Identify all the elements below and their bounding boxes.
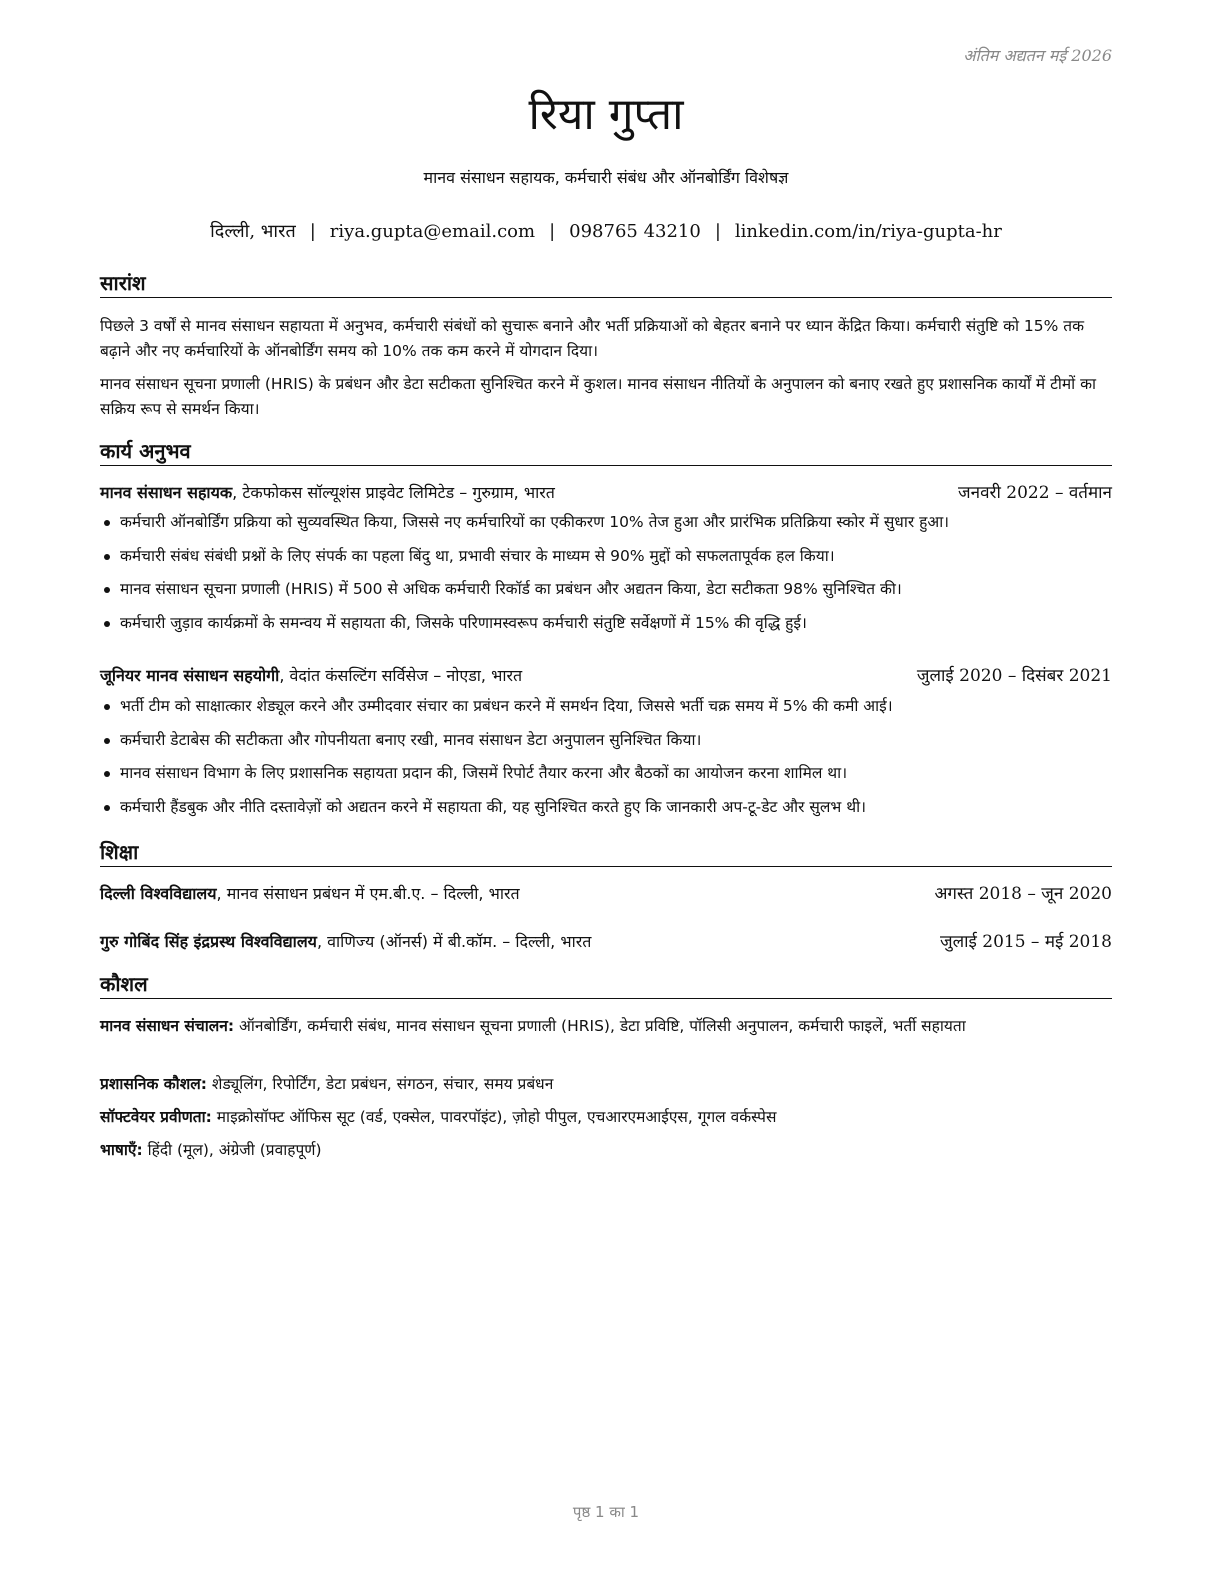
contact-email[interactable]: riya.gupta@email.com bbox=[329, 221, 536, 242]
page-number: पृष्ठ 1 का 1 bbox=[572, 1503, 640, 1521]
job-header bbox=[100, 482, 1112, 504]
section-title-summary: सारांश bbox=[100, 270, 1112, 298]
job-bullets bbox=[100, 695, 1112, 829]
job-title-line bbox=[100, 482, 555, 504]
candidate-name: रिया गुप्ता bbox=[528, 89, 684, 140]
education-detail: , मानव संसाधन प्रबंधन में एम.बी.ए. – दिल्ली, भारत bbox=[216, 884, 520, 903]
skill-label: सॉफ्टवेयर प्रवीणता: bbox=[100, 1108, 212, 1126]
list-item: मानव संसाधन सूचना प्रणाली (HRIS) में 500 से अधिक कर्मचारी रिकॉर्ड का प्रबंधन और अद्यतन किया, डेटा सटीकता 98% सुनिश्चित की। bbox=[100, 578, 1112, 612]
contact-linkedin[interactable]: linkedin.com/in/riya-gupta-hr bbox=[734, 221, 1002, 242]
contact-phone: 098765 43210 bbox=[569, 221, 701, 242]
summary-paragraph: पिछले 3 वर्षों से मानव संसाधन सहायता में अनुभव, कर्मचारी संबंधों को सुचारू बनाने और भर्ती प्रक्रियाओं को बेहतर बनाने पर ध्यान केंद्रित किया। कर्मचारी संतुष्टि को 15% तक बढ़ाने और नए कर्मचारियों के ऑनबोर्डिंग समय को 10% तक कम करने में योगदान दिया। bbox=[100, 317, 1085, 360]
job-dates: जुलाई 2020 – दिसंबर 2021 bbox=[916, 666, 1112, 686]
job-title-line bbox=[100, 665, 522, 687]
education-line bbox=[100, 883, 520, 905]
job-role: जूनियर मानव संसाधन सहयोगी bbox=[100, 666, 280, 685]
education-dates: जुलाई 2015 – मई 2018 bbox=[939, 932, 1112, 952]
education-school: गुरु गोबिंद सिंह इंद्रप्रस्थ विश्वविद्यालय bbox=[100, 932, 317, 951]
job-org: , टेकफोकस सॉल्यूशंस प्राइवेट लिमिटेड – गुरुग्राम, भारत bbox=[232, 483, 555, 502]
skill-value: शेड्यूलिंग, रिपोर्टिंग, डेटा प्रबंधन, संगठन, संचार, समय प्रबंधन bbox=[206, 1075, 554, 1093]
contact-separator: | bbox=[309, 221, 316, 242]
job-role: मानव संसाधन सहायक bbox=[100, 483, 233, 502]
education-dates: अगस्त 2018 – जून 2020 bbox=[934, 884, 1112, 904]
skill-row bbox=[100, 1014, 1112, 1038]
list-item: मानव संसाधन विभाग के लिए प्रशासनिक सहायता प्रदान की, जिसमें रिपोर्ट तैयार करना और बैठकों का आयोजन करना शामिल था। bbox=[100, 762, 1112, 796]
skill-row bbox=[100, 1105, 1112, 1129]
list-item: कर्मचारी हैंडबुक और नीति दस्तावेज़ों को अद्यतन करने में सहायता की, यह सुनिश्चित करते हुए कि जानकारी अप-टू-डेट और सुलभ थी। bbox=[100, 796, 1112, 830]
list-item: कर्मचारी जुड़ाव कार्यक्रमों के समन्वय में सहायता की, जिसके परिणामस्वरूप कर्मचारी संतुष्टि सर्वेक्षणों में 15% की वृद्धि हुई। bbox=[100, 612, 1112, 646]
skill-row bbox=[100, 1138, 1112, 1162]
list-item: भर्ती टीम को साक्षात्कार शेड्यूल करने और उम्मीदवार संचार का प्रबंधन करने में समर्थन दिया, जिससे भर्ती चक्र समय में 5% की कमी आई। bbox=[100, 695, 1112, 729]
section-title-education: शिक्षा bbox=[100, 839, 1112, 867]
contact-separator: | bbox=[549, 221, 556, 242]
candidate-headline: मानव संसाधन सहायक, कर्मचारी संबंध और ऑनबोर्डिंग विशेषज्ञ bbox=[423, 168, 789, 187]
skill-value: माइक्रोसॉफ्ट ऑफिस सूट (वर्ड, एक्सेल, पावरपॉइंट), ज़ोहो पीपुल, एचआरएमआईएस, गूगल वर्कस्पेस bbox=[211, 1108, 777, 1126]
contact-location: दिल्ली, भारत bbox=[210, 221, 296, 242]
last-updated-note: अंतिम अद्यतन मई 2026 bbox=[963, 46, 1112, 65]
skill-value: हिंदी (मूल), अंग्रेजी (प्रवाहपूर्ण) bbox=[142, 1141, 322, 1159]
job-org: , वेदांत कंसल्टिंग सर्विसेज – नोएडा, भारत bbox=[279, 666, 523, 685]
education-item bbox=[100, 931, 1112, 953]
skill-label: मानव संसाधन संचालन: bbox=[100, 1017, 235, 1035]
section-title-skills: कौशल bbox=[100, 971, 1112, 999]
list-item: कर्मचारी डेटाबेस की सटीकता और गोपनीयता बनाए रखी, मानव संसाधन डेटा अनुपालन सुनिश्चित किया। bbox=[100, 729, 1112, 763]
education-detail: , वाणिज्य (ऑनर्स) में बी.कॉम. – दिल्ली, भारत bbox=[316, 932, 592, 951]
list-item: कर्मचारी संबंध संबंधी प्रश्नों के लिए संपर्क का पहला बिंदु था, प्रभावी संचार के माध्यम से 90% मुद्दों को सफलतापूर्वक हल किया। bbox=[100, 545, 1112, 579]
skill-row bbox=[100, 1072, 1112, 1096]
job-header bbox=[100, 665, 1112, 687]
skill-label: भाषाएँ: bbox=[100, 1141, 143, 1159]
resume-page bbox=[100, 0, 1112, 1584]
education-school: दिल्ली विश्वविद्यालय bbox=[100, 884, 217, 903]
section-title-experience: कार्य अनुभव bbox=[100, 438, 1112, 466]
skill-label: प्रशासनिक कौशल: bbox=[100, 1075, 207, 1093]
education-item bbox=[100, 883, 1112, 905]
job-bullets bbox=[100, 511, 1112, 645]
contact-separator: | bbox=[714, 221, 721, 242]
contact-line bbox=[100, 219, 1112, 243]
summary-paragraph: मानव संसाधन सूचना प्रणाली (HRIS) के प्रबंधन और डेटा सटीकता सुनिश्चित करने में कुशल। मानव संसाधन नीतियों के अनुपालन को बनाए रखते हुए प्रशासनिक कार्यों में टीमों का सक्रिय रूप से समर्थन किया। bbox=[100, 375, 1097, 418]
education-line bbox=[100, 931, 591, 953]
job-dates: जनवरी 2022 – वर्तमान bbox=[958, 483, 1112, 503]
skill-value: ऑनबोर्डिंग, कर्मचारी संबंध, मानव संसाधन सूचना प्रणाली (HRIS), डेटा प्रविष्टि, पॉलिसी अनुपालन, कर्मचारी फाइलें, भर्ती सहायता bbox=[234, 1017, 966, 1035]
list-item: कर्मचारी ऑनबोर्डिंग प्रक्रिया को सुव्यवस्थित किया, जिससे नए कर्मचारियों का एकीकरण 10% तेज हुआ और प्रारंभिक प्रतिक्रिया स्कोर में सुधार हुआ। bbox=[100, 511, 1112, 545]
